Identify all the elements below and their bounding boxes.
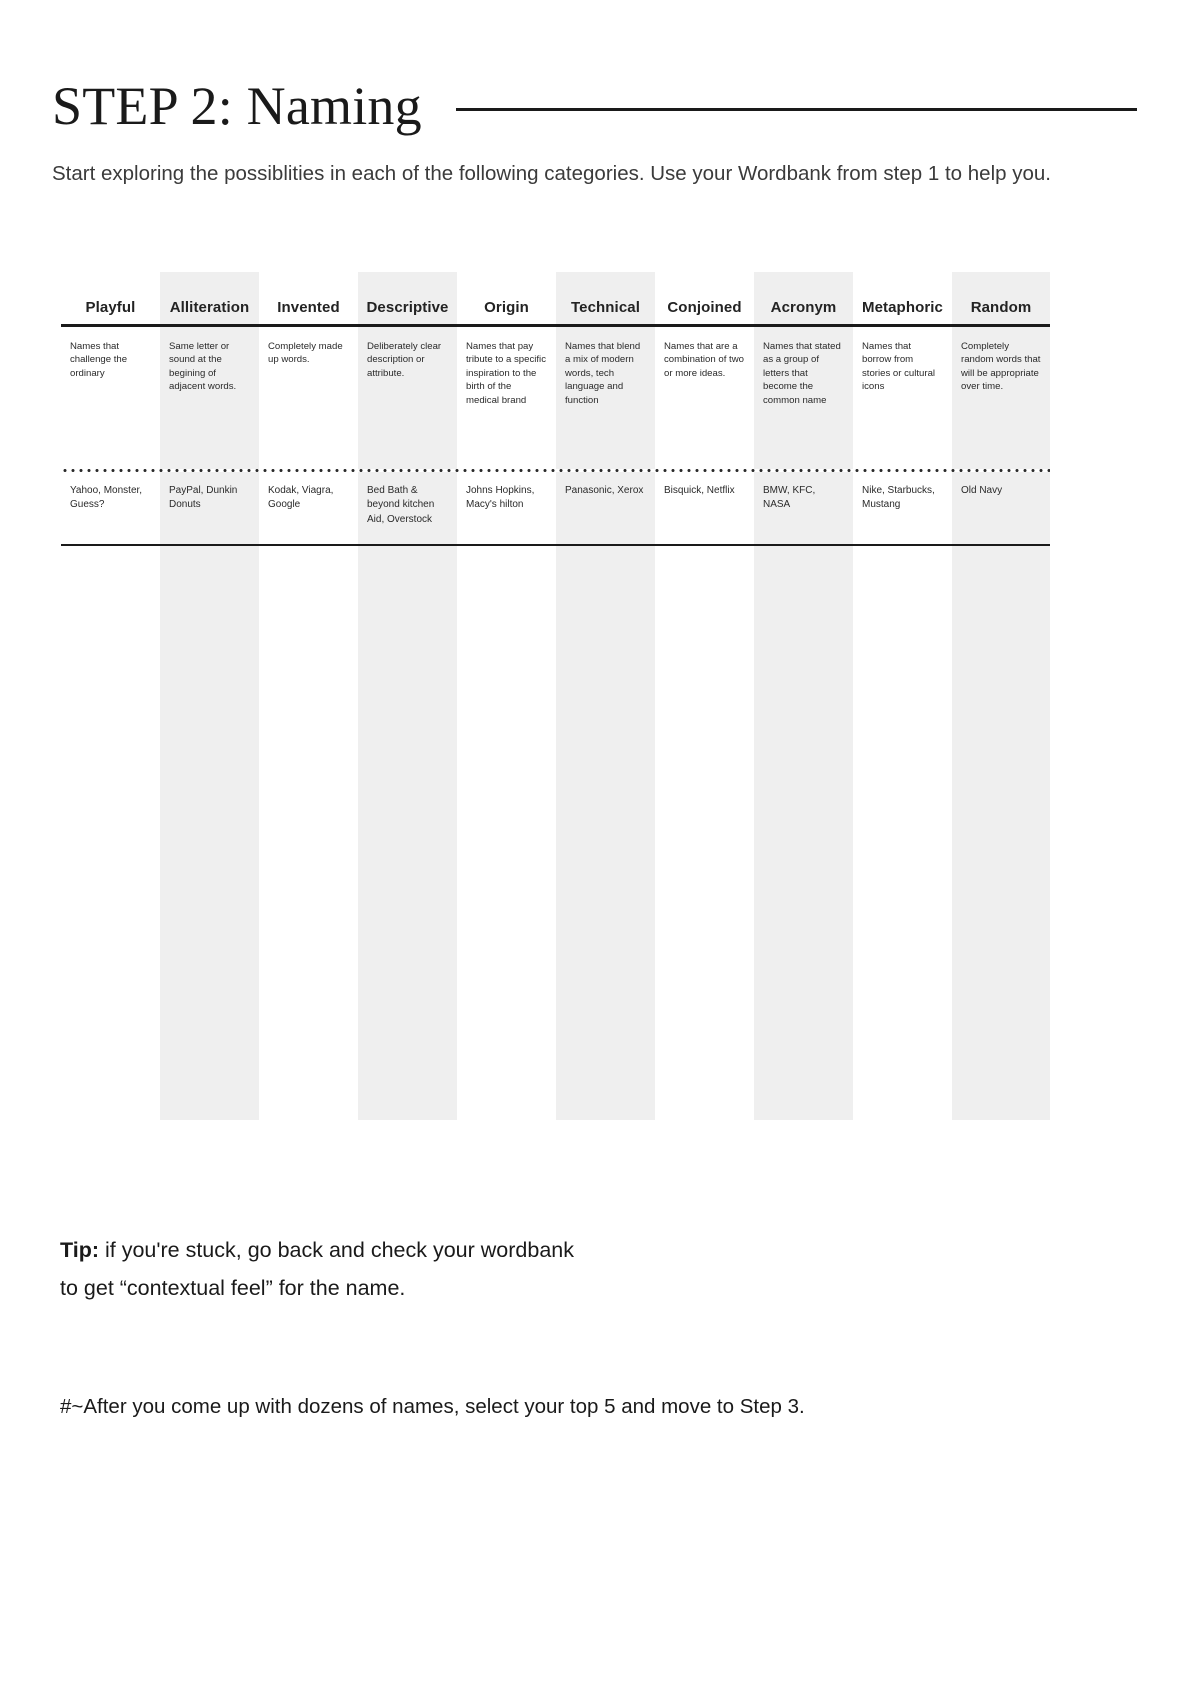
column-acronym-header [754, 272, 853, 324]
tip-label: Tip: [60, 1238, 100, 1262]
description-text: Names that are a combination of two or more ideas. [664, 340, 744, 379]
page-title: STEP 2: Naming [52, 76, 422, 136]
column-random-header [952, 272, 1050, 324]
column-origin-description [457, 327, 556, 469]
description-text: Names that stated as a group of letters that become the common name [763, 340, 841, 406]
column-invented-examples [259, 472, 358, 544]
examples-text: BMW, KFC, NASA [763, 484, 816, 510]
title-rule-divider [456, 108, 1137, 111]
examples-text: Johns Hopkins, Macy's hilton [466, 484, 535, 510]
blank-cell-alliteration[interactable] [160, 546, 259, 1120]
column-origin-examples [457, 472, 556, 544]
column-origin-header [457, 272, 556, 324]
examples-text: Kodak, Viagra, Google [268, 484, 334, 510]
examples-text: Bed Bath & beyond kitchen Aid, Overstock [367, 484, 435, 525]
column-technical-examples [556, 472, 655, 544]
tip-line-2: to get “contextual feel” for the name. [60, 1276, 406, 1301]
description-text: Names that challenge the ordinary [70, 340, 128, 379]
column-conjoined-header [655, 272, 754, 324]
blank-cell-conjoined[interactable] [655, 546, 754, 1120]
table-header-row [61, 272, 1050, 324]
description-text: Completely made up words. [268, 340, 343, 366]
description-text: Same letter or sound at the begining of adjacent words. [169, 340, 237, 393]
examples-text: Panasonic, Xerox [565, 484, 644, 496]
column-header-label: Random [970, 299, 1032, 316]
column-invented-header [259, 272, 358, 324]
blank-cell-invented[interactable] [259, 546, 358, 1120]
column-header-label: Origin [484, 299, 529, 316]
column-descriptive-description [358, 327, 457, 469]
column-metaphoric-header [853, 272, 952, 324]
column-random-description [952, 327, 1050, 469]
examples-text: Old Navy [961, 484, 1003, 496]
column-header-label: Metaphoric [861, 299, 943, 316]
column-playful-examples [61, 472, 160, 544]
table-description-row [61, 327, 1050, 469]
column-alliteration-examples [160, 472, 259, 544]
tip-note [60, 1231, 920, 1308]
column-header-label: Descriptive [366, 299, 449, 316]
column-header-label: Technical [571, 299, 640, 316]
closing-note: #~After you come up with dozens of names, select your top 5 and move to Step 3. [60, 1395, 805, 1418]
description-text: Completely random words that will be appropriate over time. [961, 340, 1041, 393]
column-playful-header [61, 272, 160, 324]
description-text: Names that pay tribute to a specific inspiration to the birth of the medical brand [466, 340, 546, 406]
table-examples-row [61, 472, 1050, 544]
examples-text: Yahoo, Monster, Guess? [70, 484, 143, 510]
column-random-examples [952, 472, 1050, 544]
description-text: Names that blend a mix of modern words, tech language and function [565, 340, 641, 406]
column-acronym-description [754, 327, 853, 469]
page-header [52, 78, 1137, 135]
column-invented-description [259, 327, 358, 469]
examples-text: PayPal, Dunkin Donuts [169, 484, 238, 510]
examples-text: Bisquick, Netflix [664, 484, 735, 496]
column-technical-header [556, 272, 655, 324]
column-alliteration-description [160, 327, 259, 469]
column-descriptive-header [358, 272, 457, 324]
blank-cell-technical[interactable] [556, 546, 655, 1120]
column-conjoined-examples [655, 472, 754, 544]
blank-cell-acronym[interactable] [754, 546, 853, 1120]
tip-line-1: if you're stuck, go back and check your wordbank [99, 1238, 574, 1262]
description-text: Names that borrow from stories or cultural icons [862, 340, 936, 393]
examples-text: Nike, Starbucks, Mustang [862, 484, 935, 510]
column-playful-description [61, 327, 160, 469]
column-header-label: Alliteration [169, 299, 250, 316]
blank-cell-playful[interactable] [61, 546, 160, 1120]
page-subtitle: Start exploring the possiblities in each of the following categories. Use your Wordbank from step 1 to help you. [52, 162, 1051, 185]
column-header-label: Conjoined [667, 299, 742, 316]
column-technical-description [556, 327, 655, 469]
column-descriptive-examples [358, 472, 457, 544]
description-text: Deliberately clear description or attribute. [367, 340, 442, 379]
column-conjoined-description [655, 327, 754, 469]
column-alliteration-header [160, 272, 259, 324]
blank-cell-random[interactable] [952, 546, 1050, 1120]
column-header-label: Playful [85, 299, 136, 316]
naming-categories-table [61, 272, 1050, 1120]
blank-cell-origin[interactable] [457, 546, 556, 1120]
column-metaphoric-examples [853, 472, 952, 544]
blank-cell-descriptive[interactable] [358, 546, 457, 1120]
column-header-label: Acronym [770, 299, 837, 316]
column-metaphoric-description [853, 327, 952, 469]
column-header-label: Invented [277, 299, 340, 316]
column-acronym-examples [754, 472, 853, 544]
blank-cell-metaphoric[interactable] [853, 546, 952, 1120]
table-blank-answer-area [61, 546, 1050, 1120]
